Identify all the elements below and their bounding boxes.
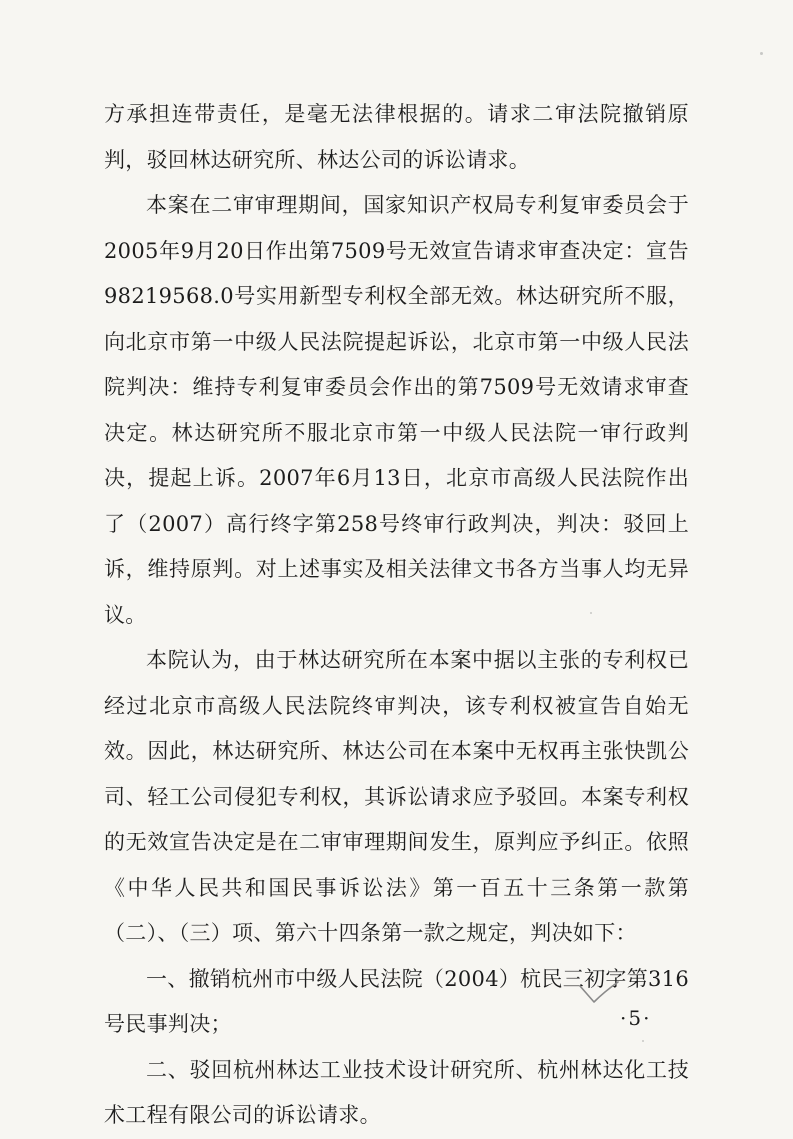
- paragraph-continuation: 方承担连带责任，是毫无法律根据的。请求二审法院撤销原判，驳回林达研究所、林达公司的诉讼请求。: [104, 102, 689, 172]
- page-number: ·5·: [620, 1006, 652, 1030]
- scan-speck: [590, 612, 592, 614]
- paragraph-ruling-item-2: 二、驳回杭州林达工业技术设计研究所、杭州林达化工技术工程有限公司的诉讼请求。: [104, 1057, 689, 1127]
- scan-speck: [642, 1040, 644, 1042]
- check-mark-icon: [578, 980, 620, 1006]
- paragraph-court-opinion: 本院认为，由于林达研究所在本案中据以主张的专利权已经过北京市高级人民法院终审判决，该专利权被宣告自始无效。因此，林达研究所、林达公司在本案中无权再主张快凯公司、轻工公司侵犯专利权，其诉讼请求应予驳回。本案专利权的无效宣告决定是在二审审理期间发生，原判应予纠正。依照《中华人民共和国民事诉讼法》第一百五十三条第一款第（二）、（三）项、第六十四条第一款之规定，判决如下：: [104, 648, 689, 945]
- paragraph-ruling-item-1: 一、撤销杭州市中级人民法院（2004）杭民三初字第316号民事判决；: [104, 966, 689, 1036]
- paragraph-second-instance-facts: 本案在二审审理期间，国家知识产权局专利复审委员会于2005年9月20日作出第7509号无效宣告请求审查决定：宣告98219568.0号实用新型专利权全部无效。林达研究所不服，向北京市第一中级人民法院提起诉讼，北京市第一中级人民法院判决：维持专利复审委员会作出的第7509号无效请求审查决定。林达研究所不服北京市第一中级人民法院一审行政判决，提起上诉。2007年6月13日，北京市高级人民法院作出了（2007）高行终字第258号终审行政判决，判决：驳回上诉，维持原判。对上述事实及相关法律文书各方当事人均无异议。: [104, 193, 689, 627]
- scan-speck: [760, 52, 763, 55]
